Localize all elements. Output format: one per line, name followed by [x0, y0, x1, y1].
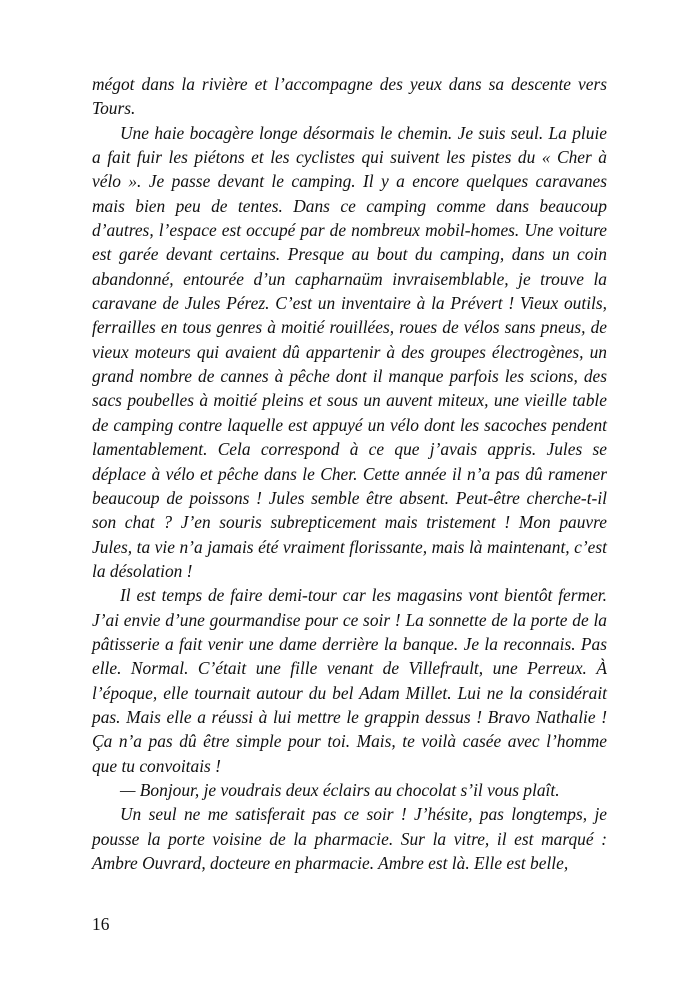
page-body-text	[92, 72, 607, 875]
paragraph-3: Il est temps de faire demi-tour car les magasins vont bientôt fermer. J’ai envie d’une gourmandise pour ce soir ! La sonnette de la porte de la pâtisserie a fait venir une dame derrière la banque. Je la reconnais. Pas elle. Normal. C’était une fille venant de Villefrault, une Perreux. À l’époque, elle tournait autour du bel Adam Millet. Lui ne la considérait pas. Mais elle a réussi à lui mettre le grappin dessus ! Bravo Nathalie ! Ça n’a pas dû être simple pour toi. Mais, te voilà casée avec l’homme que tu convoitais !	[92, 585, 607, 776]
paragraph-5: Un seul ne me satisferait pas ce soir ! J’hésite, pas longtemps, je pousse la porte voisine de la pharmacie. Sur la vitre, il est marqué : Ambre Ouvrard, docteure en pharmacie. Ambre est là. Elle est belle,	[92, 804, 607, 873]
paragraph-4-dialogue: — Bonjour, je voudrais deux éclairs au chocolat s’il vous plaît.	[120, 779, 560, 800]
paragraph-1: mégot dans la rivière et l’accompagne des yeux dans sa descente vers Tours.	[92, 74, 607, 119]
paragraph-2: Une haie bocagère longe désormais le chemin. Je suis seul. La pluie a fait fuir les piétons et les cyclistes qui suivent les pistes du « Cher à vélo ». Je passe devant le camping. Il y a encore quelques caravanes mais bien peu de tentes. Dans ce camping comme dans beaucoup d’autres, l’espace est occupé par de nombreux mobil-homes. Une voiture est garée devant certains. Presque au bout du camping, dans un coin abandonné, entourée d’un capharnaüm invraisemblable, je trouve la caravane de Jules Pérez. C’est un inventaire à la Prévert ! Vieux outils, ferrailles en tous genres à moitié rouillées, roues de vélos sans pneus, de vieux moteurs qui avaient dû appartenir à des groupes électrogènes, un grand nombre de cannes à pêche dont il manque parfois les scions, des sacs poubelles à moitié pleins et sous un auvent miteux, une vieille table de camping contre laquelle est appuyé un vélo dont les sacoches pendent lamentablement. Cela correspond à ce que j’avais appris. Jules se déplace à vélo et pêche dans le Cher. Cette année il n’a pas dû ramener beaucoup de poissons ! Jules semble être absent. Peut-être cherche-t-il son chat ? J’en souris subrepticement mais tristement ! Mon pauvre Jules, ta vie n’a jamais été vraiment florissante, mais là maintenant, c’est la désolation !	[92, 122, 607, 581]
page-number: 16	[92, 914, 110, 934]
